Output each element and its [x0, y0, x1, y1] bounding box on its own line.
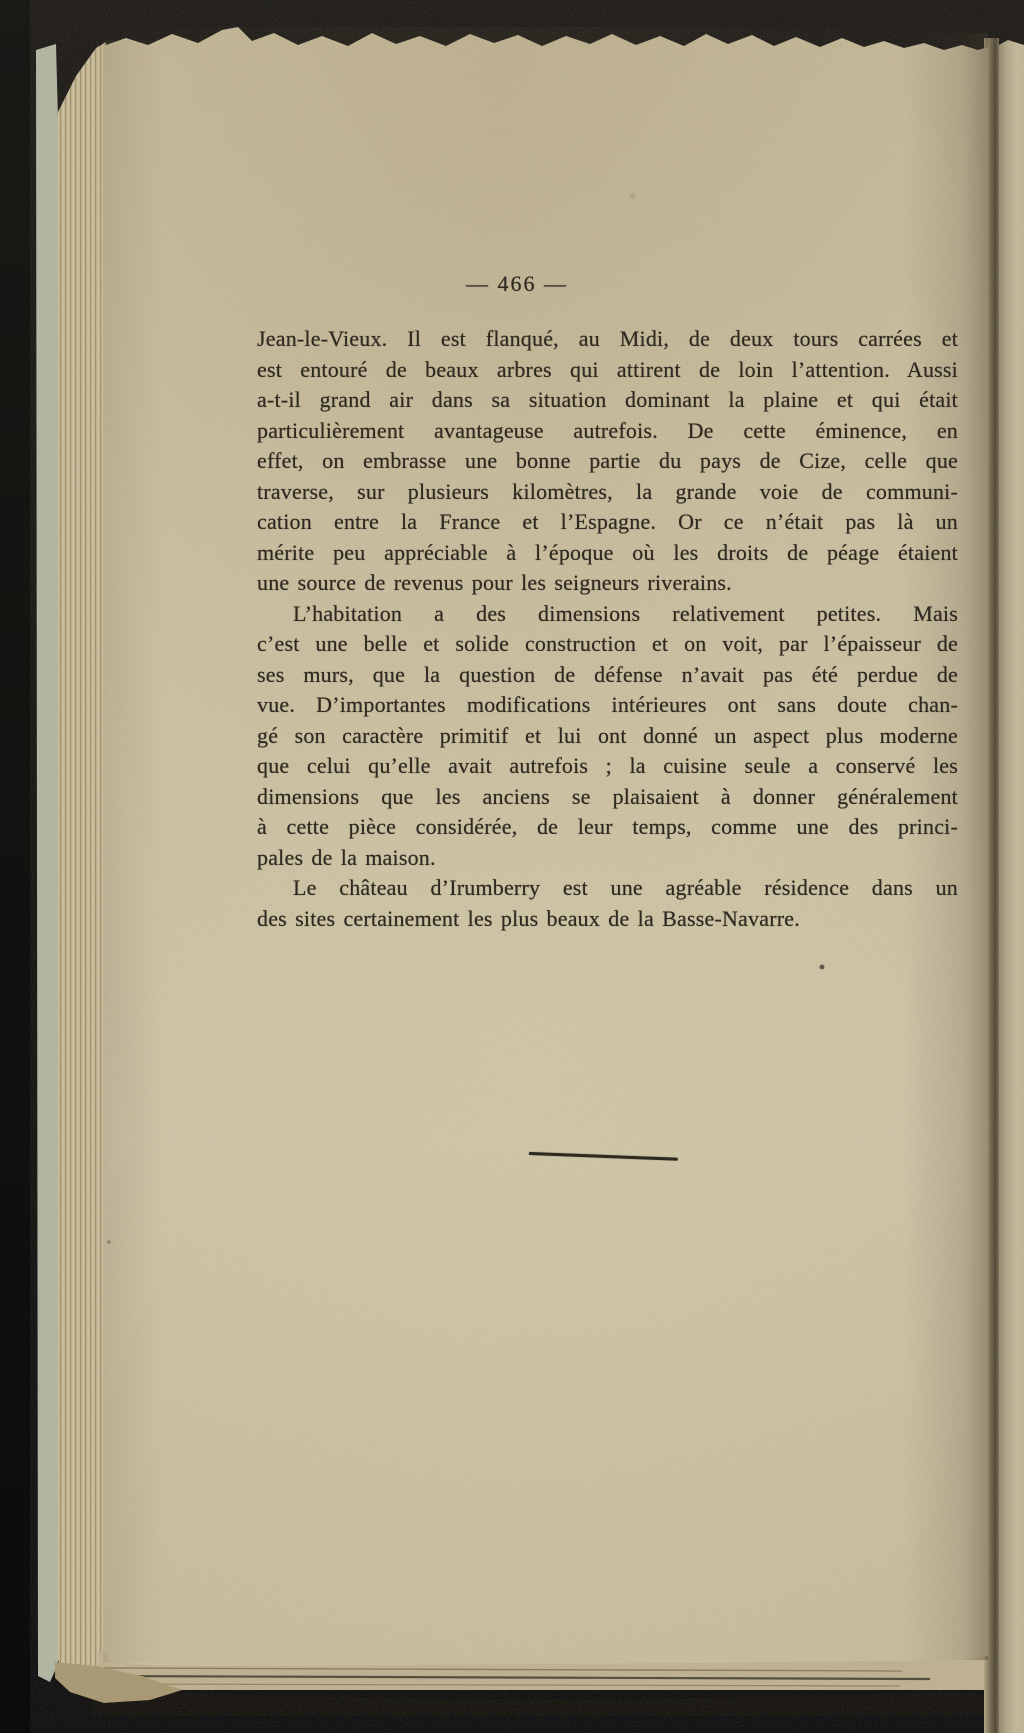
text-line: vue. D’importantes modifications intérieures ont sans doute chan-	[257, 692, 958, 717]
text-line: pales de la maison.	[257, 844, 436, 870]
section-divider-rule	[529, 1152, 678, 1161]
text-line: Le château d’Irumberry est une agréable résidence dans un	[293, 875, 958, 900]
text-line: dimensions que les anciens se plaisaient à donner généralement	[257, 783, 958, 809]
text-line: mérite peu appréciable à l’époque où les droits de péage étaient	[257, 539, 958, 565]
paragraph-1	[257, 324, 958, 599]
paragraph-3	[257, 873, 958, 934]
text-line: gé son caractère primitif et lui ont donné un aspect plus moderne	[257, 722, 958, 748]
text-line: effet, on embrasse une bonne partie du pays de Cize, celle que	[257, 448, 958, 473]
text-line: une source de revenus pour les seigneurs riverains.	[257, 570, 732, 595]
text-line: particulièrement avantageuse autrefois. De cette éminence, en	[257, 417, 958, 443]
text-line: c’est une belle et solide construction et on voit, par l’épaisseur de	[257, 631, 958, 656]
text-line: Jean-le-Vieux. Il est flanqué, au Midi, de deux tours carrées et	[257, 326, 958, 351]
text-line: à cette pièce considérée, de leur temps, comme une des princi-	[257, 814, 958, 839]
text-line: a-t-il grand air dans sa situation dominant la plaine et qui était	[257, 387, 958, 412]
paragraph-2	[257, 599, 958, 874]
text-line: ses murs, que la question de défense n’avait pas été perdue de	[257, 661, 958, 687]
text-line: traverse, sur plusieurs kilomètres, la grande voie de communi-	[257, 478, 958, 504]
text-line: des sites certainement les plus beaux de la Basse-Navarre.	[257, 905, 800, 931]
text-line: est entouré de beaux arbres qui attirent de loin l’attention. Aussi	[257, 356, 958, 382]
page-number: — 466 —	[466, 271, 568, 296]
text-line: L’habitation a des dimensions relativement petites. Mais	[293, 600, 958, 626]
text-block	[257, 324, 958, 934]
text-line: que celui qu’elle avait autrefois ; la cuisine seule a conservé les	[257, 753, 958, 778]
text-line: cation entre la France et l’Espagne. Or ce n’était pas là un	[257, 509, 958, 534]
